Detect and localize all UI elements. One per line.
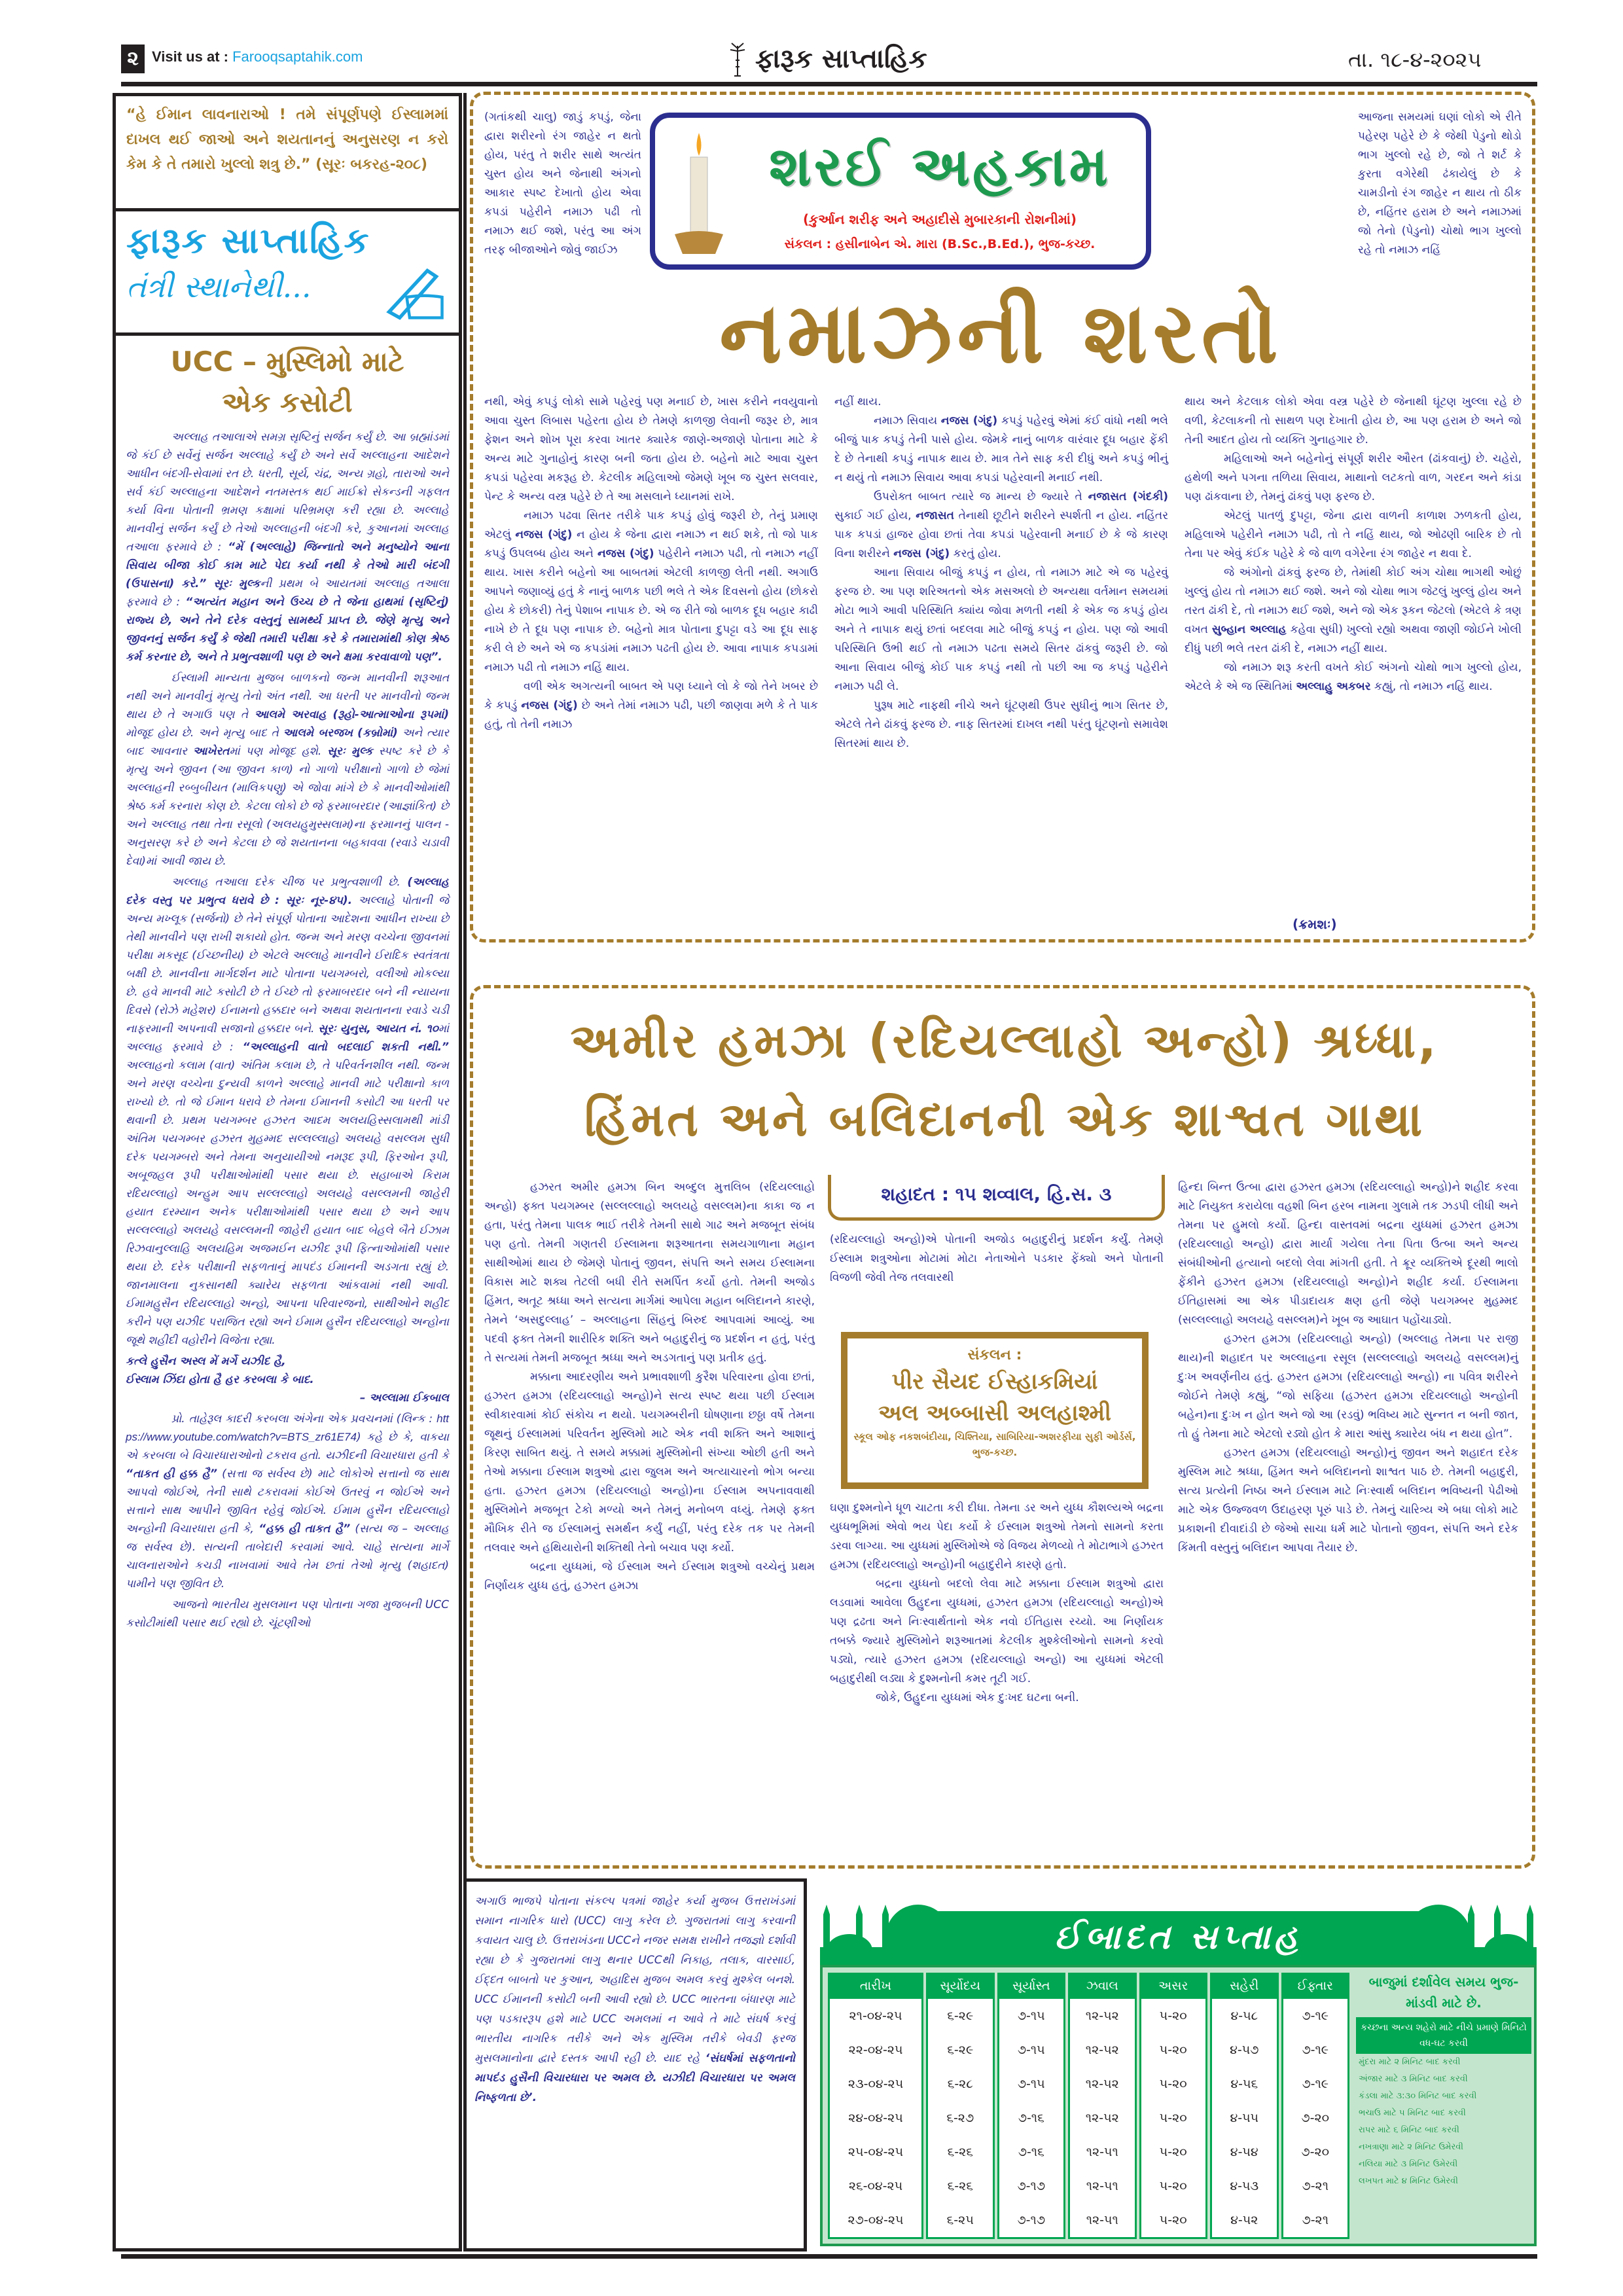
table-cell: ૧૨-૫૧ — [1068, 2135, 1137, 2169]
column-header: ઈફ્તાર — [1281, 1973, 1350, 1999]
hamza-headline — [481, 1001, 1528, 1158]
editorial-paragraph-2 — [126, 669, 449, 870]
hamza-headline-line1: અમીર હમઝા (રદિયલ્લાહો અન્હો) શ્રધ્ધા, — [570, 1013, 1439, 1068]
editorial-emph: આલમે બરજખ (કબ્રોમાં) — [283, 726, 398, 740]
couplet — [126, 1352, 449, 1407]
adjustment-header: કચ્છના અન્ય શહેરો માટે નીચે પ્રમાણે મિનિટો વધ-ઘટ કરવી — [1356, 2017, 1531, 2054]
table-cell: ૭-૧૭ — [997, 2169, 1066, 2203]
table-row — [828, 2033, 1349, 2067]
visit-label: Visit us at : — [152, 48, 228, 65]
editorial-banner — [116, 211, 459, 336]
hamza-para: હિન્દા બિન્ત ઉત્બા દ્વારા હઝરત હમઝા (રદિયલ્લાહો અન્હો)ને શહીદ કરવા માટે નિયુક્ત કરાયેલા વહશી બિન હરબ નામના ગુલામે તક ઝડપી લીધી અને તેમના પર હુમલો કર્યો. હિન્દા વાસ્તવમાં બદ્રના યુધ્ધમાં હઝરત હમઝા (રદિયલ્લાહો અન્હો) દ્વારા માર્યા ગયેલા તેના પિતા ઉત્બા અને અન્ય સંબંધીઓની હત્યાનો બદલો લેવા માંગતી હતી. તે ક્રૂર વ્યક્તિએ દૂરથી ભાલો ફેંકીને હઝરત હમઝા (રદિયલ્લાહો અન્હો)ને શહીદ કર્યા. ઈસ્લામના ઈતિહાસમાં આ એક પીડાદાયક ક્ષણ હતી જેણે પયગમ્બર મુહમ્મદ (સલ્લલ્લાહો અલયહે વસલ્લમ)ને ખૂબ જ આઘાત પહોંચાડ્યો. — [1178, 1181, 1518, 1327]
najas-term: નજસ (ગંદુ) — [893, 547, 950, 560]
ibadat-timetable — [820, 1885, 1537, 2248]
table-cell: ૫-૨૦ — [1139, 2169, 1208, 2203]
namaz-para: જો નમાઝ શરૂ કરતી વખતે કોઈ અંગનો ચોથો ભાગ ખુલ્લો હોય, એટલે કે એ જ સ્થિતિમાં — [1185, 661, 1522, 693]
table-row — [828, 2135, 1349, 2169]
editorial-para: મોજૂદ હોય છે. અને મૃત્યુ બાદ તે — [126, 726, 279, 740]
ibadat-notes — [1356, 1971, 1531, 2190]
table-row — [828, 1999, 1349, 2033]
table-cell: ૨૨-૦૪-૨૫ — [828, 2033, 923, 2067]
najasat-term: નજાસત (ગંદકી) — [1088, 490, 1169, 503]
header-rule — [121, 82, 1537, 86]
page-number: ૨ — [121, 45, 145, 73]
table-cell: ૧૨-૫૨ — [1068, 2033, 1137, 2067]
namaz-para: મહિલાઓ અને બહેનોનું સંપૂર્ણ શરીર ઔરત (ઢાંકવાનું) છે. ચહેરો, હથેળી અને પગના તળિયા સિવાય, માથાનો લટકતો વાળ, ગરદન અને કાંડા પણ ઢાંકવાના છે, તેમનું ઢાંકવું પણ ફરજ છે. — [1185, 452, 1522, 503]
namaz-para: ન હોય કે જેના દ્વારા નમાઝ ન થઈ શકે, તો જો પાક કપડું ઉપલબ્ધ હોય અને — [484, 528, 819, 560]
sharai-ahkam-compiler: સંકલન : હસીનાબેન એ. મારા (B.Sc.,B.Ed.), ભુજ-કચ્છ. — [784, 237, 1096, 251]
editorial-para: (સત્તા જ સર્વસ્વ છે) માટે લોકોએ સત્તાનો જ સાથ આપવો જોઈએ, તેની સાથે ટકરાવમાં કોઈએ ઉતરવું ન જોઈએ અને સત્તાને સાથ આપીને જીવિત રહેવું જોઈએ. ઈમામ હુસૈન રદિયલ્લાહો અન્હોની વિચારધારા હતી કે, — [126, 1467, 449, 1535]
najas-term: નજસ (ગંદુ) — [597, 547, 654, 560]
editorial-para: (સત્ય જ – અલ્લાહ જ સર્વસ્વ છે). સત્યની તાબેદારી કરવામાં આવે. ચાહે સત્યના માર્ગે ચાલનારાઓને કચડી નાખવામાં આવે તેમ છતાં તેઓ મૃત્યુ (શહાદત) પામીને પણ જીવિત છે. — [126, 1522, 450, 1590]
editorial-quote: ‘સંઘર્ષમાં સફળતાનો માપદંડ હુસૈની વિચારધારા પર અમલ છે. યઝીદી વિચારધારા પર અમલ નિષ્ફળતા છે’. — [474, 2052, 795, 2104]
editorial-emph: સૂરઃ યુનુસ, આયત નં. ૧૦ — [318, 1022, 438, 1035]
table-row — [828, 2203, 1349, 2239]
table-cell: ૭-૧૬ — [997, 2135, 1066, 2169]
sharai-ahkam-logo — [650, 113, 1151, 270]
quran-quote: “હે ઈમાન લાવનારાઓ ! તમે સંપૂર્ણપણે ઈસ્લામમાં દાખલ થઈ જાઓ અને શયતાનનું અનુસરણ ન કરો કેમ કે તે તમારો ખુલ્લો શત્રુ છે.” (સૂરઃ બકરહ-૨૦૮) — [116, 96, 459, 211]
namaz-para: કરતું હોય. — [953, 547, 1001, 560]
hamza-headline-line2: હિંમત અને બલિદાનની એક શાશ્વત ગાથા — [584, 1092, 1425, 1147]
namaz-para: છે અને તેમાં નમાઝ પઢી, પછી જાણવા મળે કે તે પાક હતું, તો તેની નમાઝ — [484, 699, 818, 731]
editorial-quote: “હક્ક હી તાકત હૈ” — [259, 1522, 351, 1535]
namaz-para: આના સિવાય બીજું કપડું ન હોય, તો નમાઝ માટે એ જ પહેરવું ફરજ છે. આ પણ શરિઅતનો એક મસઅલો છે અન્યથા વર્તમાન સમયમાં મોટા ભાગે આવી પરિસ્થિતિ ક્યાંય જોવા મળતી નથી કે એક જ કપડું હોય અને તે નાપાક થયું છતાં બદલવા માટે બીજું કપડું ન હોય. પણ જો આવી પરિસ્થિતિ ઉભી થઈ તો નમાઝ પઢતા સમયે સિતર ઢાંકવું જરૂરી છે. જો આના સિવાય બીજું કોઈ પાક કપડું નથી તો પછી આ જ કપડું પહેરીને નમાઝ પઢી લે. — [834, 566, 1168, 693]
editorial-section-title: તંત્રી સ્થાનેથી... — [126, 269, 312, 304]
table-cell: ૪-૫૫ — [1210, 2101, 1279, 2135]
editorial-para: ની પ્રથમ બે આયતમાં અલ્લાહ તઆલા ફરમાવે છે : — [126, 577, 449, 609]
namaz-para: નમાઝ પઢવા સિતર તરીકે પાક કપડું હોવું જરૂરી છે, તેનું પ્રમાણ એટલું — [484, 509, 818, 541]
hamza-para: ઘણા દુશ્મનોને ધૂળ ચાટતા કરી દીધા. તેમના ડર અને યુધ્ધ કૌશલ્યએ બદ્રના યુધ્ધભૂમિમાં એવો ભય પેદા કર્યો કે ઈસ્લામ શત્રુઓ તેમનો સામનો કરતા ડરવા લાગ્યા. આ યુધ્ધમાં મુસ્લિમોએ જે વિજય મેળવ્યો તે મોટાભાગે હઝરત હમઝા (રદિયલ્લાહો અન્હો)ની બહાદુરીને કારણે હતો. — [830, 1501, 1164, 1571]
editorial-emph: આલમે અરવાહ (રૂહો-આત્માઓના રૂપમાં) — [254, 708, 449, 721]
column-header: ઝવાલ — [1068, 1973, 1137, 1999]
table-cell: ૪-૫૮ — [1210, 1999, 1279, 2033]
compiler-label: સંકલન : — [967, 1347, 1022, 1363]
sharai-ahkam-subtitle: (કુર્આન શરીફ અને અહાદીસે મુબારકાની રોશનીમાં) — [802, 211, 1077, 227]
hamza-column-2-top: (રદિયલ્લાહો અન્હો)એ પોતાની અજોડ બહાદુરીનું પ્રદર્શન કર્યું. તેમણે ઈસ્લામ શત્રુઓના મોટામાં મોટા નેતાઓને પડકાર ફેંક્યો અને પોતાની વિજળી જેવી તેજ તલવારથી — [830, 1233, 1164, 1284]
hamza-column-1 — [484, 1178, 815, 1596]
namaz-para: તેનાથી છૂટીને શરીરને સ્પર્શતી ન હોય. નહિંતર પાક કપડાં હાજર હોવા છતાં તેવા કપડાં પહેરવાની મનાઈ છે કે જે કારણ વિના શરીરને — [834, 509, 1168, 560]
table-cell: ૬-૨૮ — [926, 2067, 995, 2101]
timing-location-note: બાજુમાં દર્શાવેલ સમય ભુજ-માંડવી માટે છે. — [1368, 1974, 1519, 2011]
pen-hand-icon — [383, 262, 448, 321]
table-cell: ૫-૨૦ — [1139, 1999, 1208, 2033]
editorial-brand: ફારૂક સાપ્તાહિક — [126, 220, 370, 261]
city-adjustment: લખપત માટે ૪ મિનિટ ઉમેરવી — [1359, 2176, 1458, 2186]
namaz-para: કપડું પહેરવું એમાં કંઈ વાંધો નથી ભલે બીજું પાક કપડું તેની પાસે હોય. જેમકે નાનું બાળક વારંવાર દૂધ બહાર ફેંકી દે છે તેનાથી કપડું નાપાક થાય છે. માત્ર તેને સાફ કરી દીધું અને કપડું ભીનું ન થયું તો નમાઝ સિવાય આવા કપડાં પહેરવાની મનાઈ નથી. — [834, 414, 1169, 484]
table-cell: ૫-૨૦ — [1139, 2101, 1208, 2135]
namaz-para: થાય અને કેટલાક લોકો એવા વસ્ત્ર પહેરે છે જેનાથી ઘૂંટણ ખુલ્લા રહે છે વળી, કેટલાકની તો સાથળ પણ દેખાતી હોય છે, આ પણ હરામ છે અને જો તેની આદત હોય તો વ્યક્તિ ગુનાહગાર છે. — [1185, 395, 1522, 446]
hamza-para: બદ્રના યુધ્ધમાં, જે ઈસ્લામ અને ઈસ્લામ શત્રુઓ વચ્ચેનું પ્રથમ નિર્ણાયક યુધ્ધ હતું, હઝરત હમઝા — [484, 1560, 815, 1592]
hamza-para: બદ્રના યુધ્ધનો બદલો લેવા માટે મક્કાના ઈસ્લામ શત્રુઓ દ્વારા લડવામાં આવેલા ઉહુદના યુધ્ધમાં, હઝરત હમઝા (રદિયલ્લાહો અન્હો)એ પણ દ્રઢતા અને નિઃસ્વાર્થતાનો એક નવો ઈતિહાસ રચ્યો. આ નિર્ણાયક તબક્કે જ્યારે મુસ્લિમોને શરૂઆતમાં કેટલીક મુશ્કેલીઓનો સામનો કરવો પડ્યો, ત્યારે હઝરત હમઝા (રદિયલ્લાહો અન્હો) આ યુધ્ધમાં એટલી બહાદુરીથી લડ્યા કે દુશ્મનોની કમર તૂટી ગઈ. — [830, 1577, 1164, 1685]
editorial-para: અલ્લાહે પોતાની જે અન્ય મખ્લૂક (સર્જનો) છે તેને સંપૂર્ણ પોતાના આદેશના આધીન રાખ્યા છે તેથી માનવીને પણ રાખી શકાયો હોત. જન્મ અને મરણ વચ્ચેના જીવનમાં પરીક્ષા મકસૂદ (ઈચ્છનીય) છે એટલે અલ્લાહે માનવીને ઈરાદિક સ્વતંત્રતા બક્ષી છે. માનવીના માર્ગદર્શન માટે પોતાના પયગમ્બરો, વલીઓ મોકલ્યા છે. હવે માનવી માટે કસોટી છે તે ઈચ્છે તો ફરમાબરદાર બને ની ન્યાયના દિવસે (રોઝે મહેશર) ઈનામનો હક્કદાર બને અથવા શયતાનના રવાડે ચડી નાફરમાની અપનાવી સજાનો હક્કદાર બને. — [126, 894, 449, 1035]
compiler-organization: સ્કૂલ ઓફ નકશબંદીયા, ચિશ્તિયા, સાબિરિયા-અશરફીયા સુફી ઓર્ડર્સ, ભુજ-કચ્છ. — [853, 1431, 1136, 1458]
couplet-line: ઈસ્લામ ઝિંદા હોતા હૈ હર કરબલા કે બાદ. — [126, 1373, 314, 1386]
compiler-name-2: અલ અબ્બાસી અલહાશ્મી — [878, 1400, 1111, 1426]
city-adjustment: અંજાર માટે ૩ મિનિટ બાદ કરવી — [1359, 2074, 1468, 2084]
table-cell: ૫-૨૦ — [1139, 2135, 1208, 2169]
editorial-quote: “અત્યંત મહાન અને ઉચ્ચ છે તે જેના હાથમાં (સૃષ્ટિનું) રાજ્ય છે, અને તેને દરેક વસ્તુનું સામર્થ્ય પ્રાપ્ત છે. જેણે મૃત્યુ અને જીવનનું સર્જન કર્યું કે જેથી તમારી પરીક્ષા કરે કે તમારામાંથી કોણ શ્રેષ્ઠ કર્મ કરનાર છે, અને તે પ્રભુત્વશાળી પણ છે અને ક્ષમા કરવાવાળો પણ”. — [126, 596, 449, 664]
table-cell: ૬-૨૯ — [926, 1999, 995, 2033]
column-header: અસર — [1139, 1973, 1208, 1999]
table-cell: ૨૪-૦૪-૨૫ — [828, 2101, 923, 2135]
table-cell: ૪-૫૨ — [1210, 2203, 1279, 2239]
table-cell: ૭-૨૦ — [1281, 2101, 1350, 2135]
editorial-headline-line2: એક કસોટી — [222, 386, 353, 418]
sharai-ahkam-title: શરઈ અહકામ — [769, 134, 1111, 198]
namaz-intro-left: (ગતાંકથી ચાલુ) જાડું કપડું, જેના દ્વારા શરીરનો રંગ જાહેર ન થતો હોય, પરંતુ તે શરીર સાથે અત્યંત ચુસ્ત હોય અને જેનાથી અંગનો આકાર સ્પષ્ટ દેખાતો હોય એવા કપડાં પહેરીને નમાઝ પઢી તો નમાઝ થઈ જશે, પરંતુ આ અંગ તરફ બીજાઓને જોવું જાઈઝ — [484, 111, 641, 257]
editorial-continuation — [474, 1892, 795, 2108]
editorial-para: અને ત્યાર બાદ આવનાર — [126, 726, 449, 758]
city-adjustment: કંડલા માટે ૩:૩૦ મિનિટ બાદ કરવી — [1359, 2091, 1477, 2101]
allahu-akbar-term: અલ્લાહુ અકબર — [1296, 680, 1371, 693]
table-cell: ૨૬-૦૪-૨૫ — [828, 2169, 923, 2203]
compiler-box — [841, 1332, 1149, 1489]
table-cell: ૧૨-૫૨ — [1068, 2101, 1137, 2135]
namaz-para: કહેવા સુધી) ખુલ્લો રહ્યો અથવા જાણી જોઈને ખોલી દીધું પછી ભલે તરત ઢાંકી દે, નમાઝ નહીં થાય. — [1185, 623, 1522, 655]
najasat-term: નજાસત — [916, 509, 954, 522]
table-cell: ૬-૨૯ — [926, 2033, 995, 2067]
table-cell: ૪-૫૬ — [1210, 2067, 1279, 2101]
table-cell: ૨૧-૦૪-૨૫ — [828, 1999, 923, 2033]
continued-label: (ક્રમશઃ) — [1293, 916, 1337, 932]
editorial-quote: “અલ્લાહની વાતો બદલાઈ શકતી નથી.” — [242, 1041, 449, 1054]
table-row — [828, 2169, 1349, 2203]
prayer-times-table — [825, 1973, 1352, 2239]
editorial-para: અલ્લાહ તઆલાએ સમગ્ર સૃષ્ટિનું સર્જન કર્યું છે. આ બ્રહ્માંડમાં જે કંઈ છે સર્વેનું સર્જન અલ્લાહે કર્યું છે અને સર્વે અલ્લાહના આદેશને આધીન બંદગી-સેવામાં રત છે. ધરતી, સૂર્ય, ચંદ્ર, અન્ય ગ્રહો, તારાઓ અને સર્વ કંઈ અલ્લાહના આદેશને નતમસ્તક થઈ માઈક્રો સેકન્ડની ગફલત કર્યા વિના પોતાની ભ્રમણ કક્ષામાં પરિભ્રમણ કરી રહ્યા છે. અલ્લાહે માનવીનું સર્જન કર્યું છે તેઓ અલ્લાહની બંદગી કરે, કુઆનમાં અલ્લાહ તઆલા ફરમાવે છે : — [126, 431, 449, 554]
table-cell: ૭-૧૫ — [997, 1999, 1066, 2033]
table-row — [828, 2067, 1349, 2101]
hamza-para: હઝરત હમઝા (રદિયલ્લાહો અન્હો)નું જીવન અને શહાદત દરેક મુસ્લિમ માટે શ્રધ્ધા, હિંમત અને બલિદાનનો શાશ્વત પાઠ છે. તેમની બહાદુરી, સત્ય પ્રત્યેની નિષ્ઠા અને ઈસ્લામ માટે નિઃસ્વાર્થ બલિદાન ભવિષ્યની પેઢીઓ માટે એક ઉજ્જવળ ઉદાહરણ પૂરું પાડે છે. તેમનું ચારિત્ર્ય એ બધા લોકો માટે પ્રકાશની દીવાદાંડી છે જેઓ સાચા ધર્મ માટે પોતાનો જીવન, સંપત્તિ અને દરેક કિંમતી વસ્તુનું બલિદાન આપવા તૈયાર છે. — [1178, 1446, 1518, 1554]
table-cell: ૫-૨૦ — [1139, 2203, 1208, 2239]
najas-term: નજસ (ગંદુ) — [515, 528, 573, 541]
palm-tree-icon — [726, 41, 749, 77]
candle-icon — [669, 130, 728, 260]
namaz-headline: નમાઝની શરતો — [719, 285, 1283, 382]
website-link[interactable]: Farooqsaptahik.com — [232, 48, 363, 65]
column-header: સૂર્યોદય — [926, 1973, 995, 1999]
footer-rule — [121, 2254, 1537, 2259]
table-cell: ૨૩-૦૪-૨૫ — [828, 2067, 923, 2101]
editorial-emph: સૂરઃ મુલ્ક — [327, 745, 373, 758]
table-cell: ૪-૫૩ — [1210, 2169, 1279, 2203]
namaz-para: નમાઝ સિવાય — [874, 414, 938, 427]
hamza-para: મક્કાના આદરણીય અને પ્રભાવશાળી કુરૈશ પરિવારના હોવા છતાં, હઝરત હમઝા (રદિયલ્લાહો અન્હો)ને સત્ય સ્પષ્ટ થયા પછી ઈસ્લામ સ્વીકારવામાં કોઈ સંકોચ ન થયો. પયગમ્બરીની ઘોષણાના છઠ્ઠા વર્ષે તેમના જૂથનું ઈસ્લામમાં પરિવર્તન મુસ્લિમો માટે એક નવી શક્તિ અને આશાનું કિરણ સાબિત થયું. તે સમયે મક્કામાં મુસ્લિમોની સંખ્યા ઓછી હતી અને તેઓ મક્કાના ઈસ્લામ શત્રુઓ દ્વારા જુલમ અને અત્યાચારનો ભોગ બન્યા હતા. હઝરત હમઝા (રદિયલ્લાહો અન્હો)ના ઈસ્લામ અપનાવવાથી મુસ્લિમોને મજબૂત ટેકો મળ્યો અને તેમનું મનોબળ વધ્યું. તેમણે ફક્ત મૌખિક રીતે જ ઈસ્લામનું સમર્થન કર્યું નહીં, પરંતુ દરેક તક પર તેમની તલવાર અને હથિયારોની શક્તિથી તેનો બચાવ પણ કર્યો. — [484, 1371, 815, 1554]
table-cell: ૬-૨૬ — [926, 2169, 995, 2203]
namaz-para: એટલું પાતળું દુપટ્ટા, જેના દ્વારા વાળની કાળાશ ઝળકતી હોય, મહિલાએ પહેરીને નમાઝ પઢી, તો તે નહિં થાય, જો ઓઢણી બારિક છે તો તેના પર એવું કંઈક પહેરે કે જે વાળ વગેરેના રંગ જાહેર ન થવા દે. — [1185, 509, 1522, 560]
editorial-para: સ્પષ્ટ કરે છે કે મૃત્યુ અને જીવન (આ જીવન કાળ) નો ગાળો પરીક્ષાનો ગાળો છે જેમાં અલ્લાહની રબ્બુબીયત (માલિકપણુ) એ જોવા માંગે છે કે માનવીઓમાંથી શ્રેષ્ઠ કર્મ કરનારા કોણ છે. કેટલા લોકો છે જે ફરમાબરદાર (આજ્ઞાંકિત) છે અને અલ્લાહ તથા તેના રસૂલો (અલયહુમુસ્સલામ)ના ફરમાનનું પાલન - અનુસરણ કરે છે અને કેટલા છે જે શયતાનના બહકાવવા (રવાડે ચડાવી દેવા)માં આવી જાય છે. — [126, 745, 450, 868]
namaz-para: વળી એક અગત્યની બાબત એ પણ ધ્યાને લો કે જો તેને ખબર છે કે કપડું — [484, 680, 818, 712]
table-cell: ૫-૨૦ — [1139, 2067, 1208, 2101]
table-cell: ૭-૧૯ — [1281, 2067, 1350, 2101]
editorial-quote: “તાકત હી હક્ક હૈ” — [126, 1467, 217, 1480]
editorial-headline-line1: UCC – મુસ્લિમો માટે — [170, 346, 404, 378]
namaz-para: જે અંગોનો ઢાંકવું ફરજ છે, તેમાંથી કોઈ અંગ ચોથા ભાગથી ઓછું ખુલ્લું હોય તો નમાઝ થઈ જશે. અને જો ચોથા ભાગ જેટલું ખુલ્લું હોય અને તરત ઢાંકી દે, તો નમાઝ થઈ જશે, અને જો એક રૂકન જેટલો (એટલે કે ત્રણ વખત — [1185, 566, 1522, 636]
namaz-column-1 — [484, 393, 818, 734]
city-adjustment: ભચાઉ માટે ૫ મિનિટ બાદ કરવી — [1359, 2108, 1466, 2118]
editorial-para: અગાઉ ભાજપે પોતાના સંકલ્પ પત્રમાં જાહેર કર્યા મુજબ ઉત્તરાખંડમાં સમાન નાગરિક ધારો (UCC) લાગુ કરેલ છે. ગુજરાતમાં લાગુ કરવાની કવાયત ચાલુ છે. ઉત્તરાખંડના UCCને નજર સમક્ષ રાખીને તજજ્ઞો દર્શાવી રહ્યા છે કે ગુજરાતમાં લાગુ થનાર UCCથી નિકાહ, તલાક, વારસાઈ, ઈદ્દત બાબતો પર કુઆન, અહાદિસ મુજબ અમલ કરવું મુશ્કેલ બનશે. UCC ઈમાનની કસોટી બની આવી રહ્યો છે. UCC ભારતના બંધારણ માટે પણ પડકારરૂપ હશે માટે UCC અમલમાં ન આવે તે માટે સંઘર્ષ કરવું ભારતીય નાગરિક તરીકે અને એક મુસ્લિમ તરીકે બેવડી ફરજ મુસલમાનોના દ્વારે દસ્તક આપી રહી છે. યાદ રહે — [474, 1895, 795, 2065]
editorial-emph: (અલ્લાહ દરેક વસ્તુ પર પ્રભુત્વ ધરાવે છે : સૂરઃ નૂર-૪૫). — [126, 876, 449, 907]
table-cell: ૨૫-૦૪-૨૫ — [828, 2135, 923, 2169]
column-header: સહેરી — [1210, 1973, 1279, 1999]
namaz-para: નથી, એવું કપડું લોકો સામે પહેરવું પણ મનાઈ છે, ખાસ કરીને નવયુવાનો આવા ચુસ્ત લિબાસ પહેરતા હોય છે તેમણે કાળજી લેવાની જરૂર છે, માત્ર ફેશન અને શોખ પૂરા કરવા ખાતર ક્યારેક જાણે-અજાણે પોતાના માટે કે અન્ય માટે ગુનાહોનું કારણ બની જતા હોય છે. બહેનો માટે આવા ચુસ્ત કપડાં પહેરવા મકરૂહ છે. કેટલીક મહિલાઓ જેમણે ખૂબ જ ચુસ્ત સલવાર, પેન્ટ કે અન્ય વસ્ત્ર પહેરે છે તે આ મસલાને ધ્યાનમાં રાખે. — [484, 395, 818, 503]
hamza-column-2 — [830, 1499, 1164, 1708]
editorial-para: માં અલ્લાહ ફરમાવે છે : — [126, 1022, 450, 1054]
shahadat-date-box: શહાદત : ૧૫ શવ્વાલ, હિ.સ. ૩ — [828, 1175, 1165, 1221]
namaz-column-2 — [834, 393, 1168, 753]
ibadat-title: ઈબાદત સપ્તાહ — [1054, 1918, 1302, 1957]
hamza-para: હઝરત અમીર હમઝા બિન અબ્દુલ મુત્તલિબ (રદિયલ્લાહો અન્હો) ફક્ત પયગમ્બર (સલ્લલ્લાહો અલયહે વસલ્લમ)ના કાકા જ ન હતા, પરંતુ તેમના પાલક ભાઈ તરીકે તેમની સાથે ગાઢ અને મજબૂત સંબંધ પણ હતો. તેમની ગણતરી ઈસ્લામના શરૂઆતના સમયગાળાના મહાન સાથીઓમાં થાય છે જેમણે પોતાનું જીવન, સંપત્તિ અને સમય ઈસ્લામના વિકાસ માટે શક્ય તેટલી બધી રીતે સમર્પિત કર્યો હતો. તેમની અજોડ હિંમત, અતૂટ શ્રધ્ધા અને સત્યના માર્ગમાં આપેલા મહાન બલિદાનને કારણે, તેમને ‘અસદુલ્લાહ’ – અલ્લાહના સિંહનું બિરુદ આપવામાં આવ્યું. આ પદવી ફક્ત તેમની શારીરિક શક્તિ અને બહાદુરીનું જ પ્રદર્શન ન હતું, પરંતુ તે સત્યમાં તેમની મજબૂત શ્રધ્ધા અને અડગતાનું પણ પ્રતીક હતું. — [484, 1181, 815, 1365]
editorial-para: ) કહે છે કે, વાકયા એ કરબલા બે વિચારધારાઓનો ટકરાવ હતો. યઝીદની વિચારધારા હતી કે — [126, 1431, 449, 1462]
namaz-para: પુરૂષ માટે નાફથી નીચે અને ઘૂંટણથી ઉપર સુધીનું ભાગ સિતર છે, એટલે તેને ઢાંકવું ફરજ છે. નાફ સિતરમાં દાખલ નથી પરંતુ ઘૂંટણનો સમાવેશ સિતરમાં થાય છે. — [834, 699, 1168, 750]
namaz-para: કહ્યું, તો નમાઝ નહિં થાય. — [1374, 680, 1493, 693]
namaz-para: નહીં થાય. — [834, 395, 882, 408]
namaz-para: સુકાઈ ગઈ હોય, — [834, 509, 912, 522]
masthead — [726, 41, 927, 77]
table-cell: ૪-૫૭ — [1210, 2033, 1279, 2067]
namaz-intro-right: આજના સમયમાં ઘણાં લોકો એ રીતે પહેરણ પહેરે છે કે જેથી પેડુનો થોડો ભાગ ખુલ્લો રહે છે, જો તે શર્ટ કે કુરતા વગેરેથી ઢંકાયેલું છે કે ચામડીનો રંગ જાહેર ન થાય તો ઠીક છે, નહિંતર હરામ છે અને નમાઝમાં જો તેનો (પેડુનો) ચોથો ભાગ ખુલ્લો રહે તો નમાઝ નહિં — [1358, 111, 1522, 257]
table-cell: ૭-૧૯ — [1281, 1999, 1350, 2033]
najas-term: નજસ (ગંદુ) — [521, 699, 578, 712]
table-cell: ૭-૧૫ — [997, 2067, 1066, 2101]
city-adjustment: મુંદરા માટે ૨ મિનિટ બાદ કરવી — [1359, 2057, 1461, 2067]
issue-date: તા. ૧૮-૪-૨૦૨૫ — [1348, 47, 1482, 72]
couplet-line: કત્લે હુસૈન અસ્લ મેં મર્ગે યઝીદ હૈ, — [126, 1355, 286, 1368]
table-cell: ૭-૧૯ — [1281, 2033, 1350, 2067]
najas-term: નજસ (ગંદુ) — [940, 414, 998, 427]
hamza-para: હઝરત હમઝા (રદિયલ્લાહો અન્હો) (અલ્લાહ તેમના પર રાજી થાય)ની શહાદત પર અલ્લાહના રસૂલ (સલ્લલ્લાહો અલયહે વસલ્લમ)નું દુઃખ અવર્ણનીય હતું. હઝરત હમઝા (રદિયલ્લાહો અન્હો) ના પવિત્ર શરીરને જોઈને તેમણે કહ્યું, “જો સફિયા (હઝરત હમઝા રદિયલ્લાહો અન્હોની બહેન)ના દુઃખ ન હોત અને જો આ (રડવું) ભવિષ્ય માટે સુન્નત ન બની જાત, તો હું તેમના માટે એટલો રડ્યો હોત કે મારા આંસુ ક્યારેય બંધ ન થયા હોત”. — [1178, 1333, 1518, 1441]
table-cell: ૭-૨૦ — [1281, 2135, 1350, 2169]
table-cell: ૧૨-૫૨ — [1068, 2067, 1137, 2101]
hamza-para: જોકે, ઉહુદના યુધ્ધમાં એક દુઃખદ ઘટના બની. — [876, 1691, 1079, 1704]
column-header: તારીખ — [828, 1973, 923, 1999]
editorial-paragraph-1 — [126, 428, 449, 666]
city-adjustment: રાપર માટે ૬ મિનિટ બાદ કરવી — [1359, 2125, 1459, 2135]
city-adjustment: નખત્રાણા માટે ૨ મિનિટ ઉમેરવી — [1359, 2142, 1464, 2152]
table-cell: ૧૨-૫૧ — [1068, 2169, 1137, 2203]
editorial-paragraph-3 — [126, 873, 449, 1350]
table-cell: ૫-૨૦ — [1139, 2033, 1208, 2067]
editorial-para: માં પણ મોજૂદ હશે. — [229, 745, 322, 758]
editorial-quote: “મેં (અલ્લાહે) જિન્નાતો અને મનુષ્યોને આના સિવાય બીજા કોઈ કામ માટે પેદા કર્યા નથી કે તેઓ મારી બંદગી (ઉપાસના) કરે.” સૂરઃ મુલ્ક — [126, 541, 449, 590]
editorial-paragraph-4 — [126, 1410, 449, 1593]
table-cell: ૧૨-૫૧ — [1068, 2203, 1137, 2239]
table-cell: ૧૨-૫૨ — [1068, 1999, 1137, 2033]
table-cell: ૪-૫૪ — [1210, 2135, 1279, 2169]
table-row — [828, 2101, 1349, 2135]
table-cell: ૭-૧૭ — [997, 2203, 1066, 2239]
hamza-column-3 — [1178, 1178, 1518, 1558]
namaz-para: ઉપરોક્ત બાબત ત્યારે જ માન્ય છે જ્યારે તે — [874, 490, 1082, 503]
table-cell: ૭-૨૧ — [1281, 2203, 1350, 2239]
editorial-para: પ્રો. તાહેરૂલ કાદરી કરબલા અંગેના એક પ્રવચનમાં (લિન્ક : — [171, 1412, 433, 1426]
subhan-allah-term: સુબ્હાન અલ્લાહ — [1211, 623, 1287, 636]
masthead-title: ફારૂક સાપ્તાહિક — [755, 44, 927, 74]
couplet-author: – અલ્લામા ઈકબાલ — [359, 1391, 449, 1405]
table-cell: ૬-૨૫ — [926, 2203, 995, 2239]
table-cell: ૭-૨૧ — [1281, 2169, 1350, 2203]
editorial-headline — [116, 342, 459, 423]
table-cell: ૬-૨૬ — [926, 2135, 995, 2169]
editorial-para: અલ્લાહનો કલામ (વાત) અંતિમ કલામ છે, તે પરિવર્તનશીલ નથી. જન્મ અને મરણ વચ્ચેના દુન્યવી કાળને અલ્લાહે માનવી માટે પરીક્ષાનો કાળ રાખ્યો છે. તો જે ઈમાન ધરાવે છે તેમના ઈમાનની કસોટી આ ધરતી પર થવાની છે. પ્રથમ પયગમ્બર હઝરત આદમ અલયહિસ્સલામથી માંડી અંતિમ પયગમ્બર હઝરત મુહમ્મદ સલ્લલ્લાહો અલયહે વસલ્લમ સુધી દરેક પયગમ્બરો અને તેમના અનુયાયીઓ નમરૂદ રૂપી, ફિરઓન રૂપી, અબૂજહલ રૂપી પરીક્ષાઓમાંથી પસાર થયા છે. સહાબાએ કિરામ રદિયલ્લાહો અન્હુમ આપ સલ્લલ્લાહો અલયહે વસલ્લમની જાહેરી હયાત દરમ્યાન અનેક પરીક્ષાઓમાંથી પસાર થયા છે અને આપ સલ્લલ્લાહો અલયહે વસલ્લમની જાહેરી હયાત બાદ બેહલે બૈતે ઈઝામ રિઝવાનુલ્લાહિ અલયહિમ અજમઈન યઝીદ રૂપી ફિત્નાઓમાંથી પસાર થયા છે. દરેક પરીક્ષાની સફળતાનું માપદંડ ઈમાનની અડગતા રહ્યું છે. જાનમાલના નુકસાનથી ક્યારેય સફળતા આંકવામાં નથી આવી. ઈમામહુસૈન રદિયલ્લાહો અન્હો, આપના પરિવારજનો, સાથીઓને શહીદ કરીને પણ યઝીદ પરાજિત રહ્યો અને ઈમામ હુસૈન રદિયલ્લાહો અન્હોના જૂથે શહીદી વહોરીને વિજેતા રહ્યા. — [126, 1059, 449, 1347]
city-adjustment: નલિયા માટે ૩ મિનિટ ઉમેરવી — [1359, 2159, 1458, 2169]
editorial-paragraph-5: આજનો ભારતીય મુસલમાન પણ પોતાના ગજા મુજબની UCC કસોટીમાંથી પસાર થઈ રહ્યો છે. ચૂંટણીઓ — [126, 1598, 449, 1630]
ibadat-table-body — [820, 1965, 1537, 2246]
table-cell: ૬-૨૭ — [926, 2101, 995, 2135]
namaz-column-3 — [1185, 393, 1522, 696]
compiler-name-1: પીર સૈયદ ઈસ્હાકમિયાં — [891, 1369, 1098, 1395]
table-cell: ૭-૧૫ — [997, 2033, 1066, 2067]
column-header: સૂર્યાસ્ત — [997, 1973, 1066, 1999]
table-cell: ૭-૧૬ — [997, 2101, 1066, 2135]
namaz-para: પહેરીને નમાઝ પઢી, તો નમાઝ નહીં થાય. ખાસ કરીને બહેનો આ બાબતમાં એટલી કાળજી લેતી નથી. અગાઉ આપને જણાવ્યું હતું કે નાનું બાળક પછી ભલે તે એક દિવસનો હોય (છોકરો હોય કે છોકરી) તેનું પેશાબ નાપાક છે. એ જ રીતે જો બાળક દૂધ બહાર કાઢી નાખે છે તે દૂધ પણ નાપાક છે. બહેનો માત્ર પોતાના દુપટ્ટા વડે આ દૂધ સાફ કરી લે છે અને એ જ કપડાંમાં નમાઝ પઢતી હોય છે. આવા નાપાક કપડામાં નમાઝ પઢી તો નમાઝ નહિં થાય. — [484, 547, 818, 674]
table-cell: ૨૭-૦૪-૨૫ — [828, 2203, 923, 2239]
editorial-emph: આખેરત — [192, 745, 230, 758]
visit-us — [152, 48, 363, 65]
editorial-para: અલ્લાહ તઆલા દરેક ચીજ પર પ્રભુત્વશાળી છે. — [171, 876, 401, 889]
youtube-link[interactable]: https://www.youtube.com/watch?v=BTS_zr61E74 — [126, 1412, 450, 1443]
editorial-para: ઈસ્લામી માન્યતા મુજબ બાળકનો જન્મ માનવીની શરૂઆત નથી અને માનવીનું મૃત્યુ તેનો અંત નથી. આ ધરતી પર માનવીનો જન્મ થાય છે તે અગાઉ પણ તે — [126, 672, 449, 721]
